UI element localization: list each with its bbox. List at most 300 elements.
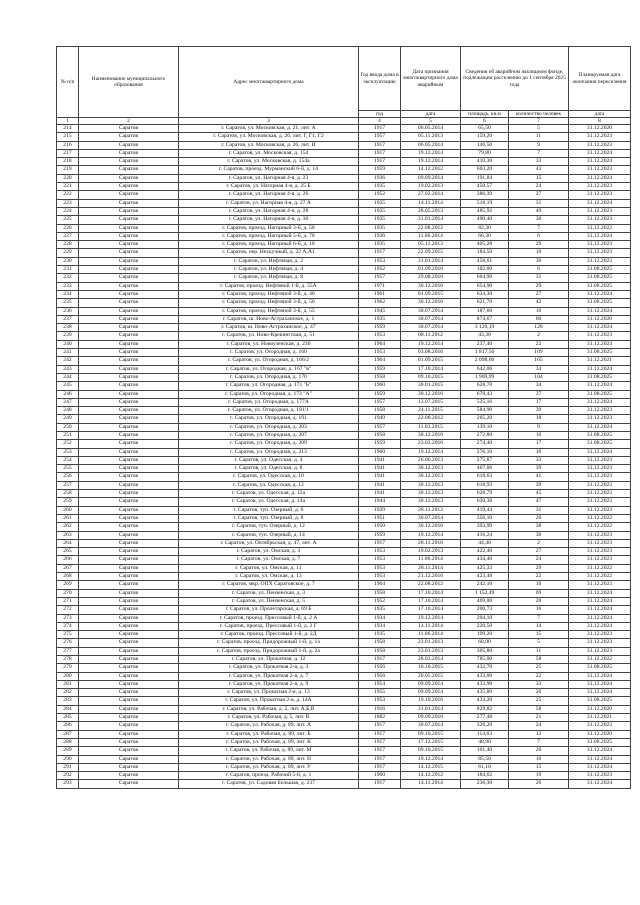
people-cell: 104 bbox=[509, 373, 569, 381]
emergency-date-cell: 03.08.2016 bbox=[401, 349, 461, 357]
people-cell: 49 bbox=[509, 207, 569, 215]
area-cell: 490,40 bbox=[461, 216, 509, 224]
municipality-cell: Саратов bbox=[79, 125, 179, 133]
people-cell: 31 bbox=[509, 199, 569, 207]
municipality-cell: Саратов bbox=[79, 656, 179, 664]
address-cell: г. Саратов, туп. Озерный, д. 6 bbox=[179, 506, 359, 514]
table-row bbox=[57, 456, 631, 464]
planned-date-cell: 31.12.2023 bbox=[569, 332, 631, 340]
municipality-cell: Саратов bbox=[79, 199, 179, 207]
address-cell: г. Саратов, ул. Нагорная 4-я, д. 26 bbox=[179, 191, 359, 199]
header-address: Адрес многоквартирного дома bbox=[179, 47, 359, 118]
area-cell: 450,57 bbox=[461, 183, 509, 191]
table-row bbox=[57, 763, 631, 771]
emergency-date-cell: 19.02.2013 bbox=[401, 548, 461, 556]
area-cell: 65,50 bbox=[461, 125, 509, 133]
planned-date-cell: 31.12.2022 bbox=[569, 514, 631, 522]
planned-date-cell: 31.08.2025 bbox=[569, 431, 631, 439]
table-row bbox=[57, 689, 631, 697]
emergency-date-cell: 19.12.2014 bbox=[401, 531, 461, 539]
emergency-date-cell: 06.05.2014 bbox=[401, 141, 461, 149]
table-row bbox=[57, 606, 631, 614]
emergency-date-cell: 11.03.2015 bbox=[401, 423, 461, 431]
area-cell: 467,06 bbox=[461, 465, 509, 473]
emergency-date-cell: 19.12.2014 bbox=[401, 149, 461, 157]
row-number: 227 bbox=[57, 232, 79, 240]
emergency-date-cell: 27.02.2014 bbox=[401, 191, 461, 199]
planned-date-cell: 31.12.2021 bbox=[569, 357, 631, 365]
year-cell: 1941 bbox=[359, 456, 401, 464]
row-number: 245 bbox=[57, 382, 79, 390]
table-row bbox=[57, 423, 631, 431]
municipality-cell: Саратов bbox=[79, 390, 179, 398]
address-cell: г. Саратов, ул. Рабочая, д. 89, лит. А bbox=[179, 722, 359, 730]
area-cell: 79,80 bbox=[461, 149, 509, 157]
people-cell: 19 bbox=[509, 772, 569, 780]
people-cell: 39 bbox=[509, 465, 569, 473]
table-row bbox=[57, 174, 631, 182]
area-cell: 44,40 bbox=[461, 539, 509, 547]
year-cell: 1917 bbox=[359, 141, 401, 149]
year-cell: 1935 bbox=[359, 631, 401, 639]
area-cell: 678,43 bbox=[461, 390, 509, 398]
year-cell: 1941 bbox=[359, 481, 401, 489]
planned-date-cell: 31.12.2024 bbox=[569, 763, 631, 771]
year-cell: 1950 bbox=[359, 523, 401, 531]
year-cell: 1958 bbox=[359, 589, 401, 597]
year-cell: 1957 bbox=[359, 133, 401, 141]
people-cell: 7 bbox=[509, 224, 569, 232]
people-cell: 7 bbox=[509, 614, 569, 622]
municipality-cell: Саратов bbox=[79, 772, 179, 780]
people-cell: 16 bbox=[509, 431, 569, 439]
people-cell: 7 bbox=[509, 149, 569, 157]
unit-year: год bbox=[359, 111, 401, 118]
year-cell: 1959 bbox=[359, 166, 401, 174]
area-cell: 1 969,99 bbox=[461, 373, 509, 381]
people-cell: 29 bbox=[509, 282, 569, 290]
municipality-cell: Саратов bbox=[79, 431, 179, 439]
address-cell: г. Саратов, ул. Одесская, д. 8 bbox=[179, 465, 359, 473]
people-cell: 41 bbox=[509, 473, 569, 481]
emergency-date-cell: 19.12.2014 bbox=[401, 755, 461, 763]
row-number: 238 bbox=[57, 324, 79, 332]
planned-date-cell: 31.12.2024 bbox=[569, 149, 631, 157]
people-cell: 34 bbox=[509, 382, 569, 390]
people-cell: 25 bbox=[509, 697, 569, 705]
table-row bbox=[57, 166, 631, 174]
municipality-cell: Саратов bbox=[79, 622, 179, 630]
row-number: 276 bbox=[57, 639, 79, 647]
year-cell: 1957 bbox=[359, 398, 401, 406]
municipality-cell: Саратов bbox=[79, 166, 179, 174]
municipality-cell: Саратов bbox=[79, 697, 179, 705]
table-row bbox=[57, 324, 631, 332]
address-cell: г. Саратов, ул. Садовая Большая, д. 237 bbox=[179, 780, 359, 788]
emergency-date-cell: 30.12.2013 bbox=[401, 465, 461, 473]
people-cell: 16 bbox=[509, 448, 569, 456]
year-cell: 1917 bbox=[359, 656, 401, 664]
planned-date-cell: 31.12.2024 bbox=[569, 606, 631, 614]
address-cell: г. Саратов, мкр. ОПХ Саратовское, д. 7 bbox=[179, 581, 359, 589]
area-cell: 61,10 bbox=[461, 763, 509, 771]
area-cell: 393,99 bbox=[461, 523, 509, 531]
area-cell: 422,40 bbox=[461, 548, 509, 556]
table-row bbox=[57, 282, 631, 290]
row-number: 280 bbox=[57, 672, 79, 680]
area-cell: 139,10 bbox=[461, 423, 509, 431]
year-cell: 1949 bbox=[359, 415, 401, 423]
planned-date-cell: 31.12.2023 bbox=[569, 249, 631, 257]
planned-date-cell: 31.08.2025 bbox=[569, 266, 631, 274]
planned-date-cell: 31.12.2023 bbox=[569, 490, 631, 498]
emergency-date-cell: 30.12.2016 bbox=[401, 282, 461, 290]
municipality-cell: Саратов bbox=[79, 332, 179, 340]
emergency-date-cell: 11.06.2014 bbox=[401, 232, 461, 240]
header-num: № п/п bbox=[57, 47, 79, 118]
address-cell: г. Саратов, проезд. Прессовый 1-й, д. 2 А bbox=[179, 614, 359, 622]
address-cell: г. Саратов, ул. Рабочая, д. 89, лит. Б bbox=[179, 730, 359, 738]
municipality-cell: Саратов bbox=[79, 473, 179, 481]
table-row bbox=[57, 365, 631, 373]
address-cell: г. Саратов, ул. Огородная, д. 166/2 bbox=[179, 357, 359, 365]
row-number: 214 bbox=[57, 125, 79, 133]
year-cell: 1960 bbox=[359, 448, 401, 456]
table-row bbox=[57, 207, 631, 215]
year-cell: 1953 bbox=[359, 556, 401, 564]
header-info-group: Сведения об аварийном жилищном фонде, подлежащем расселению до 1 сентября 2025 года bbox=[461, 47, 569, 111]
year-cell: 1964 bbox=[359, 340, 401, 348]
address-cell: г. Саратов, ул. Нагорная 4-я, д. 30 bbox=[179, 216, 359, 224]
emergency-date-cell: 23.01.2013 bbox=[401, 639, 461, 647]
row-number: 223 bbox=[57, 199, 79, 207]
people-cell: 27 bbox=[509, 290, 569, 298]
planned-date-cell: 31.08.2025 bbox=[569, 664, 631, 672]
address-cell: г. Саратов, ул. Пролетарская, д. 69 Б bbox=[179, 606, 359, 614]
area-cell: 242,10 bbox=[461, 581, 509, 589]
year-cell: 1935 bbox=[359, 183, 401, 191]
people-cell: 20 bbox=[509, 597, 569, 605]
area-cell: 435,80 bbox=[461, 689, 509, 697]
people-cell: 24 bbox=[509, 556, 569, 564]
row-number: 246 bbox=[57, 390, 79, 398]
planned-date-cell: 31.12.2024 bbox=[569, 290, 631, 298]
row-number: 256 bbox=[57, 473, 79, 481]
address-cell: г. Саратов, ул. Огородная, д. 209 bbox=[179, 440, 359, 448]
unit-date2: дата bbox=[569, 111, 631, 118]
year-cell: 1959 bbox=[359, 365, 401, 373]
emergency-date-cell: 31.01.2014 bbox=[401, 705, 461, 713]
planned-date-cell: 31.12.2024 bbox=[569, 680, 631, 688]
table-row bbox=[57, 315, 631, 323]
emergency-date-cell: 30.12.2016 bbox=[401, 431, 461, 439]
table-row bbox=[57, 498, 631, 506]
table-row bbox=[57, 340, 631, 348]
planned-date-cell: 31.12.2020 bbox=[569, 705, 631, 713]
emergency-date-cell: 14.12.2012 bbox=[401, 772, 461, 780]
municipality-cell: Саратов bbox=[79, 523, 179, 531]
address-cell: г. Саратов, ул. Омская, д. 13 bbox=[179, 573, 359, 581]
people-cell: 15 bbox=[509, 763, 569, 771]
planned-date-cell: 31.12.2024 bbox=[569, 382, 631, 390]
address-cell: г. Саратов, ул. Прокатная 2-я, д. 3 bbox=[179, 664, 359, 672]
address-cell: г. Саратов, проезд. Нагорный 6-й, д. 18 bbox=[179, 241, 359, 249]
row-number: 271 bbox=[57, 597, 79, 605]
area-cell: 433,90 bbox=[461, 680, 509, 688]
people-cell: 22 bbox=[509, 672, 569, 680]
planned-date-cell: 31.12.2024 bbox=[569, 232, 631, 240]
year-cell: 1953 bbox=[359, 332, 401, 340]
address-cell: г. Саратов, ул. Рабочая, д. 5, лит. В bbox=[179, 714, 359, 722]
area-cell: 3 120,19 bbox=[461, 324, 509, 332]
municipality-cell: Саратов bbox=[79, 349, 179, 357]
address-cell: г. Саратов, ул. Московская, д. 26, лит. Г, Г1, Г2 bbox=[179, 133, 359, 141]
year-cell: 1935 bbox=[359, 199, 401, 207]
planned-date-cell: 31.12.2023 bbox=[569, 647, 631, 655]
planned-date-cell: 31.12.2024 bbox=[569, 398, 631, 406]
people-cell: 29 bbox=[509, 241, 569, 249]
municipality-cell: Саратов bbox=[79, 407, 179, 415]
emergency-date-cell: 22.08.2012 bbox=[401, 415, 461, 423]
municipality-cell: Саратов bbox=[79, 274, 179, 282]
table-row bbox=[57, 431, 631, 439]
people-cell: 6 bbox=[509, 266, 569, 274]
address-cell: г. Саратов, ул. Рабочая, д. 2, лит. А,Б,В bbox=[179, 705, 359, 713]
address-cell: г. Саратов, ул. Нагорная 4-я, д. 28 bbox=[179, 207, 359, 215]
planned-date-cell: 31.12.2024 bbox=[569, 158, 631, 166]
area-cell: 265,20 bbox=[461, 415, 509, 423]
address-cell: г. Саратов, ул. Прокатная 2-я, д. 13 bbox=[179, 689, 359, 697]
address-cell: г. Саратов, ш. Ново-Астраханское, д. 47 bbox=[179, 324, 359, 332]
municipality-cell: Саратов bbox=[79, 282, 179, 290]
row-number: 234 bbox=[57, 290, 79, 298]
planned-date-cell: 31.12.2024 bbox=[569, 672, 631, 680]
year-cell: 1954 bbox=[359, 680, 401, 688]
row-number: 254 bbox=[57, 456, 79, 464]
people-cell: 16 bbox=[509, 606, 569, 614]
municipality-cell: Саратов bbox=[79, 365, 179, 373]
address-cell: г. Саратов, ул. Огородная, д. 170 bbox=[179, 373, 359, 381]
row-number: 268 bbox=[57, 573, 79, 581]
row-number: 233 bbox=[57, 282, 79, 290]
emergency-date-cell: 23.03.2016 bbox=[401, 440, 461, 448]
people-cell: 30 bbox=[509, 531, 569, 539]
row-number: 242 bbox=[57, 357, 79, 365]
table-row bbox=[57, 398, 631, 406]
year-cell: 1917 bbox=[359, 158, 401, 166]
area-cell: 237,40 bbox=[461, 340, 509, 348]
planned-date-cell: 31.12.2022 bbox=[569, 523, 631, 531]
year-cell: 1971 bbox=[359, 282, 401, 290]
row-number: 265 bbox=[57, 548, 79, 556]
planned-date-cell: 31.12.2023 bbox=[569, 216, 631, 224]
row-number: 236 bbox=[57, 307, 79, 315]
municipality-cell: Саратов bbox=[79, 290, 179, 298]
people-cell: 12 bbox=[509, 730, 569, 738]
table-row bbox=[57, 705, 631, 713]
emergency-date-cell: 01.09.2015 bbox=[401, 357, 461, 365]
table-row bbox=[57, 249, 631, 257]
row-number: 267 bbox=[57, 564, 79, 572]
area-cell: 1 817,50 bbox=[461, 349, 509, 357]
municipality-cell: Саратов bbox=[79, 531, 179, 539]
table-row bbox=[57, 622, 631, 630]
row-number: 235 bbox=[57, 299, 79, 307]
area-cell: 356,10 bbox=[461, 514, 509, 522]
emergency-date-cell: 17.10.2014 bbox=[401, 597, 461, 605]
table-row bbox=[57, 149, 631, 157]
year-cell: 1953 bbox=[359, 349, 401, 357]
address-cell: г. Саратов, ул. Прокатная 2-я, д. 14А bbox=[179, 697, 359, 705]
table-row bbox=[57, 357, 631, 365]
planned-date-cell: 31.12.2023 bbox=[569, 465, 631, 473]
year-cell: 1953 bbox=[359, 257, 401, 265]
people-cell: 10 bbox=[509, 249, 569, 257]
year-cell: 1935 bbox=[359, 315, 401, 323]
municipality-cell: Саратов bbox=[79, 606, 179, 614]
emergency-date-cell: 22.08.2012 bbox=[401, 581, 461, 589]
people-cell: 24 bbox=[509, 722, 569, 730]
planned-date-cell: 31.12.2024 bbox=[569, 365, 631, 373]
table-row bbox=[57, 158, 631, 166]
planned-date-cell: 31.12.2021 bbox=[569, 714, 631, 722]
municipality-cell: Саратов bbox=[79, 597, 179, 605]
table-row bbox=[57, 780, 631, 788]
municipality-cell: Саратов bbox=[79, 714, 179, 722]
table-row bbox=[57, 573, 631, 581]
municipality-cell: Саратов bbox=[79, 564, 179, 572]
area-cell: 85,50 bbox=[461, 755, 509, 763]
people-cell: 31 bbox=[509, 506, 569, 514]
row-number: 273 bbox=[57, 614, 79, 622]
people-cell: 17 bbox=[509, 440, 569, 448]
planned-date-cell: 31.12.2022 bbox=[569, 564, 631, 572]
municipality-cell: Саратов bbox=[79, 382, 179, 390]
row-number: 247 bbox=[57, 398, 79, 406]
table-row bbox=[57, 440, 631, 448]
unit-date: дата bbox=[401, 111, 461, 118]
address-cell: г. Саратов, ул. Прокатная 2-я, д. 9 bbox=[179, 680, 359, 688]
table-row bbox=[57, 274, 631, 282]
planned-date-cell: 31.08.2025 bbox=[569, 390, 631, 398]
address-cell: г. Саратов, ул. Огородная, д. 171 "Б" bbox=[179, 382, 359, 390]
address-cell: г. Саратов, проезд. Рабочий 5-й, д. 1 bbox=[179, 772, 359, 780]
table-row bbox=[57, 647, 631, 655]
row-number: 224 bbox=[57, 207, 79, 215]
table-row bbox=[57, 407, 631, 415]
planned-date-cell: 31.12.2023 bbox=[569, 548, 631, 556]
address-cell: г. Саратов, ул. Рабочая, д. 89, лит. М bbox=[179, 747, 359, 755]
emergency-date-cell: 09.09.2014 bbox=[401, 680, 461, 688]
municipality-cell: Саратов bbox=[79, 440, 179, 448]
year-cell: 1957 bbox=[359, 274, 401, 282]
address-cell: г. Саратов, туп. Озерный, д. 12 bbox=[179, 523, 359, 531]
row-number: 237 bbox=[57, 315, 79, 323]
table-row bbox=[57, 514, 631, 522]
table-row bbox=[57, 232, 631, 240]
row-number: 215 bbox=[57, 133, 79, 141]
municipality-cell: Саратов bbox=[79, 448, 179, 456]
municipality-cell: Саратов bbox=[79, 763, 179, 771]
table-row bbox=[57, 332, 631, 340]
address-cell: г. Саратов, ул. Одесская, д. 10 bbox=[179, 473, 359, 481]
address-cell: г. Саратов, ул. Огородная, д. 160 bbox=[179, 349, 359, 357]
people-cell: 39 bbox=[509, 407, 569, 415]
table-body bbox=[57, 125, 631, 789]
address-cell: г. Саратов, ул. Омская, д. 7 bbox=[179, 556, 359, 564]
unit-people: количество человек bbox=[509, 111, 569, 118]
table-row bbox=[57, 133, 631, 141]
area-cell: 618,93 bbox=[461, 481, 509, 489]
municipality-cell: Саратов bbox=[79, 614, 179, 622]
address-cell: г. Саратов, проезд. Нагорный 5-й, д. 78 bbox=[179, 232, 359, 240]
emergency-date-cell: 19.10.2016 bbox=[401, 697, 461, 705]
planned-date-cell: 31.12.2024 bbox=[569, 199, 631, 207]
planned-date-cell: 31.12.2023 bbox=[569, 166, 631, 174]
municipality-cell: Саратов bbox=[79, 191, 179, 199]
municipality-cell: Саратов bbox=[79, 730, 179, 738]
planned-date-cell: 31.08.2025 bbox=[569, 349, 631, 357]
emergency-date-cell: 05.11.2013 bbox=[401, 241, 461, 249]
people-cell: 25 bbox=[509, 664, 569, 672]
emergency-date-cell: 09.10.2015 bbox=[401, 730, 461, 738]
people-cell: 9 bbox=[509, 423, 569, 431]
year-cell: 1934 bbox=[359, 622, 401, 630]
planned-date-cell: 31.12.2023 bbox=[569, 473, 631, 481]
people-cell: 60 bbox=[509, 315, 569, 323]
municipality-cell: Саратов bbox=[79, 299, 179, 307]
table-row bbox=[57, 299, 631, 307]
people-cell: 11 bbox=[509, 647, 569, 655]
people-cell: 33 bbox=[509, 680, 569, 688]
planned-date-cell: 31.12.2020 bbox=[569, 315, 631, 323]
address-cell: г. Саратов, ул. Огородная, д. 181/1 bbox=[179, 407, 359, 415]
emergency-date-cell: 31.01.2014 bbox=[401, 216, 461, 224]
row-number: 217 bbox=[57, 149, 79, 157]
table-row bbox=[57, 490, 631, 498]
area-cell: 628,79 bbox=[461, 490, 509, 498]
emergency-date-cell: 28.11.2013 bbox=[401, 506, 461, 514]
area-cell: 525,16 bbox=[461, 398, 509, 406]
table-row bbox=[57, 382, 631, 390]
emergency-date-cell: 16.10.2015 bbox=[401, 664, 461, 672]
year-cell: 1935 bbox=[359, 241, 401, 249]
row-number: 285 bbox=[57, 714, 79, 722]
address-cell: г. Саратов, проезд. Нефтяной 3-й, д. 50 bbox=[179, 299, 359, 307]
address-cell: г. Саратов, ул. Нагорная 4-я, д. 27 А bbox=[179, 199, 359, 207]
people-cell: 34 bbox=[509, 365, 569, 373]
people-cell: 58 bbox=[509, 705, 569, 713]
planned-date-cell: 31.12.2022 bbox=[569, 656, 631, 664]
emergency-date-cell: 30.07.2014 bbox=[401, 722, 461, 730]
column-number: 2 bbox=[79, 118, 179, 125]
area-cell: 618,63 bbox=[461, 473, 509, 481]
table-row bbox=[57, 199, 631, 207]
municipality-cell: Саратов bbox=[79, 573, 179, 581]
emergency-date-cell: 19.12.2014 bbox=[401, 340, 461, 348]
table-row bbox=[57, 465, 631, 473]
year-cell: 1952 bbox=[359, 266, 401, 274]
emergency-date-cell: 19.12.2014 bbox=[401, 614, 461, 622]
area-cell: 184,62 bbox=[461, 772, 509, 780]
municipality-cell: Саратов bbox=[79, 490, 179, 498]
emergency-date-cell: 14.12.2012 bbox=[401, 166, 461, 174]
table-row bbox=[57, 373, 631, 381]
area-cell: 159,20 bbox=[461, 133, 509, 141]
emergency-date-cell: 09.09.2016 bbox=[401, 714, 461, 722]
year-cell: 1951 bbox=[359, 514, 401, 522]
table-row bbox=[57, 772, 631, 780]
